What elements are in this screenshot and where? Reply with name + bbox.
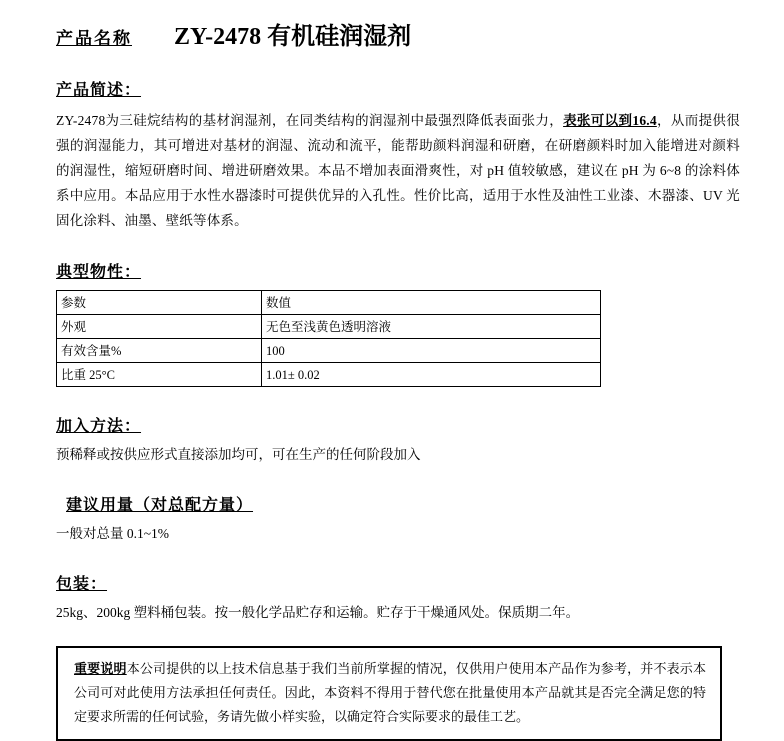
description-text-part2: ，从而提供很强的润湿能力，其可增进对基材的润湿、流动和流平，能帮助颜料润湿和研磨，在研磨颜料时加入能增进对颜料的润湿性，缩短研磨时间、增进研磨效果。本品不增加表面滑爽性，对 pH 值较敏感，建议在 pH 为 6~8 的涂料体系中应用。本品应用于水性水器漆时可提供优异的入孔性。性价比高，适用于水性及油性工业漆、木器漆、UV 光固化涂料、油墨、壁纸等体系。 (56, 113, 740, 228)
addition-heading: 加入方法： (56, 418, 142, 435)
product-title (174, 16, 411, 51)
packaging-heading: 包装： (56, 576, 108, 593)
table-cell-value: 无色至浅黄色透明溶液 (262, 315, 601, 339)
addition-text: 预稀释或按供应形式直接添加均可，可在生产的任何阶段加入 (56, 447, 421, 462)
important-notice-paragraph (74, 657, 706, 729)
product-title-text: 有机硅润湿剂 (267, 24, 412, 50)
table-cell-value: 1.01± 0.02 (262, 363, 601, 387)
table-cell-value: 100 (262, 339, 601, 363)
table-header-cell-value: 数值 (262, 291, 601, 315)
table-cell-param: 有效含量% (57, 339, 262, 363)
dosage-heading: 建议用量（对总配方量） (66, 497, 254, 514)
table-row (57, 339, 601, 363)
description-heading: 产品简述： (56, 82, 142, 99)
table-cell-param: 外观 (57, 315, 262, 339)
important-notice-text: 本公司提供的以上技术信息基于我们当前所掌握的情况，仅供用户使用本产品作为参考，并不表示本公司可对此使用方法承担任何责任。因此，本资料不得用于替代您在批量使用本产品就其是否完全满足您的特定要求所需的任何试验，务请先做小样实验，以确定符合实际要求的最佳工艺。 (74, 661, 706, 724)
description-text-part1: ZY-2478为三硅烷结构的基材润湿剂，在同类结构的润湿剂中最强烈降低表面张力， (56, 113, 564, 128)
description-paragraph (56, 108, 740, 233)
important-notice-box (56, 646, 722, 741)
properties-heading: 典型物性： (56, 264, 142, 281)
important-notice-heading: 重要说明 (74, 661, 127, 676)
properties-table-body (57, 291, 601, 387)
dosage-text: 一般对总量 0.1~1% (56, 526, 170, 541)
product-code: ZY-2478 (174, 24, 262, 50)
packaging-text: 25kg、200kg 塑料桶包装。按一般化学品贮存和运输。贮存于干燥通风处。保质期二年。 (56, 605, 580, 620)
table-header-cell-param: 参数 (57, 291, 262, 315)
product-name-label: 产品名称 (56, 29, 132, 48)
table-cell-param: 比重 25°C (57, 363, 262, 387)
table-header-row (57, 291, 601, 315)
description-emphasis: 表张可以到16.4 (563, 113, 657, 128)
table-row (57, 363, 601, 387)
properties-table (56, 290, 601, 387)
table-row (57, 315, 601, 339)
document-title-row (56, 16, 740, 51)
